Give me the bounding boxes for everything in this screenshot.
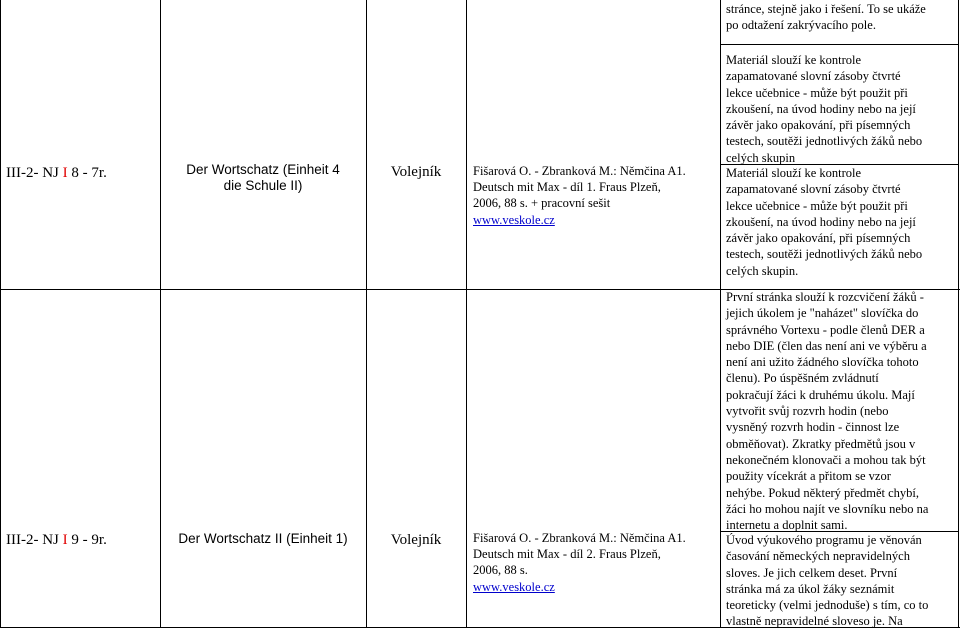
note-line: testech, soutěži jednotlivých žáků nebo bbox=[726, 134, 923, 149]
note-line: zapamatované slovní zásoby čtvrté bbox=[726, 69, 901, 84]
note-line: nehýbe. Pokud některý předmět chybí, bbox=[726, 485, 920, 500]
note-line: Úvod výukového programu je věnován bbox=[726, 533, 922, 547]
row1-note-2 bbox=[726, 165, 922, 279]
note-line: členu). Po úspěšném zvládnutí bbox=[726, 371, 879, 386]
note-line: Materiál slouží ke kontrole bbox=[726, 166, 862, 180]
row1-note-1 bbox=[726, 52, 922, 166]
row1-code bbox=[6, 164, 107, 182]
row2-link[interactable]: www.veskole.cz bbox=[473, 579, 555, 594]
row1-source-line: 2006, 88 s. + pracovní sešit bbox=[473, 196, 611, 211]
row2-code-grade: 9 - 9r. bbox=[71, 532, 107, 548]
note-line: celých skupin bbox=[726, 150, 796, 165]
row1-source-line: Fišarová O. - Zbranková M.: Němčina A1. bbox=[473, 164, 686, 178]
row1-code-prefix: III-2- NJ bbox=[6, 165, 59, 181]
note-line: internetu a doplnit sami. bbox=[726, 518, 848, 533]
note-line: celých skupin. bbox=[726, 263, 799, 278]
row2-note-2 bbox=[726, 532, 928, 630]
row1-source-line: Deutsch mit Max - díl 1. Fraus Plzeň, bbox=[473, 180, 661, 195]
note-line: sloves. Je jich celkem deset. První bbox=[726, 565, 898, 580]
note-line: nekonečném klonovači a mohou tak být bbox=[726, 452, 926, 467]
row2-title bbox=[160, 531, 366, 547]
note-line: žáci ho mohou najít ve slovníku nebo na bbox=[726, 501, 929, 516]
row2-title-line: Der Wortschatz II (Einheit 1) bbox=[178, 531, 348, 546]
table-border-right bbox=[958, 0, 959, 628]
row2-source-line: Deutsch mit Max - díl 2. Fraus Plzeň, bbox=[473, 547, 661, 562]
note-line: časování německých nepravidelných bbox=[726, 549, 910, 564]
note-line: vlastně nepravidelné sloveso je. Na bbox=[726, 614, 903, 629]
note-line: První stránka slouží k rozcvičení žáků - bbox=[726, 290, 924, 304]
note-line: nebo DIE (člen das není ani ve výběru a bbox=[726, 338, 927, 353]
table-divider-3 bbox=[466, 0, 467, 628]
row2-code-level: I bbox=[62, 532, 68, 548]
note-line: obměňovat). Zkratky předmětů jsou v bbox=[726, 436, 916, 451]
note-line: vytvořit svůj rozvrh hodin (nebo bbox=[726, 404, 889, 419]
note-line: zkoušení, na úvod hodiny nebo na její bbox=[726, 101, 916, 116]
note-line: jejich úkolem je "naházet" slovíčka do bbox=[726, 306, 919, 321]
note-line: pokračují žáci k druhému úkolu. Mají bbox=[726, 387, 915, 402]
note-line: testech, soutěži jednotlivých žáků nebo bbox=[726, 247, 923, 262]
row2-note-1 bbox=[726, 289, 928, 533]
table-top-note-border bbox=[720, 44, 959, 45]
row2-source bbox=[473, 530, 686, 595]
top-note bbox=[726, 1, 926, 34]
note-line: správného Vortexu - podle členů DER a bbox=[726, 322, 925, 337]
note-line: stránka má za úkol žáky seznámit bbox=[726, 581, 895, 596]
row1-link[interactable]: www.veskole.cz bbox=[473, 212, 555, 227]
note-line: lekce učebnice - může být použit při bbox=[726, 198, 908, 213]
note-line: použity vícekrát a přitom se vzor bbox=[726, 469, 891, 484]
row1-title-line: Der Wortschatz (Einheit 4 bbox=[186, 162, 340, 177]
row2-code bbox=[6, 531, 107, 549]
row1-code-level: I bbox=[62, 165, 68, 181]
top-note-line: po odtažení zakrývacího pole. bbox=[726, 18, 876, 33]
note-line: závěr jako opakování, při písemných bbox=[726, 118, 911, 133]
row1-title-line: die Schule II) bbox=[223, 178, 303, 193]
note-line: vysněný rozvrh hodin - činnost lze bbox=[726, 420, 900, 435]
note-line: není ani užito žádného slovíčka tohoto bbox=[726, 355, 919, 370]
row1-title bbox=[160, 162, 366, 194]
row2-code-prefix: III-2- NJ bbox=[6, 532, 59, 548]
note-line: Materiál slouží ke kontrole bbox=[726, 53, 862, 67]
table-divider-4 bbox=[720, 0, 721, 628]
row2-source-line: Fišarová O. - Zbranková M.: Němčina A1. bbox=[473, 531, 686, 545]
note-line: teoreticky (velmi jednoduše) s tím, co to bbox=[726, 598, 929, 613]
note-line: závěr jako opakování, při písemných bbox=[726, 231, 911, 246]
note-line: lekce učebnice - může být použit při bbox=[726, 85, 908, 100]
row2-type: Volejník bbox=[390, 532, 442, 548]
table-border-left bbox=[0, 0, 1, 628]
row1-code-grade: 8 - 7r. bbox=[71, 165, 107, 181]
row2-source-line: 2006, 88 s. bbox=[473, 563, 528, 578]
row1-type: Volejník bbox=[390, 164, 442, 180]
note-line: zkoušení, na úvod hodiny nebo na její bbox=[726, 214, 916, 229]
note-line: zapamatované slovní zásoby čtvrté bbox=[726, 182, 901, 197]
top-note-line: stránce, stejně jako i řešení. To se ukáže bbox=[726, 2, 926, 16]
row1-source bbox=[473, 163, 686, 228]
